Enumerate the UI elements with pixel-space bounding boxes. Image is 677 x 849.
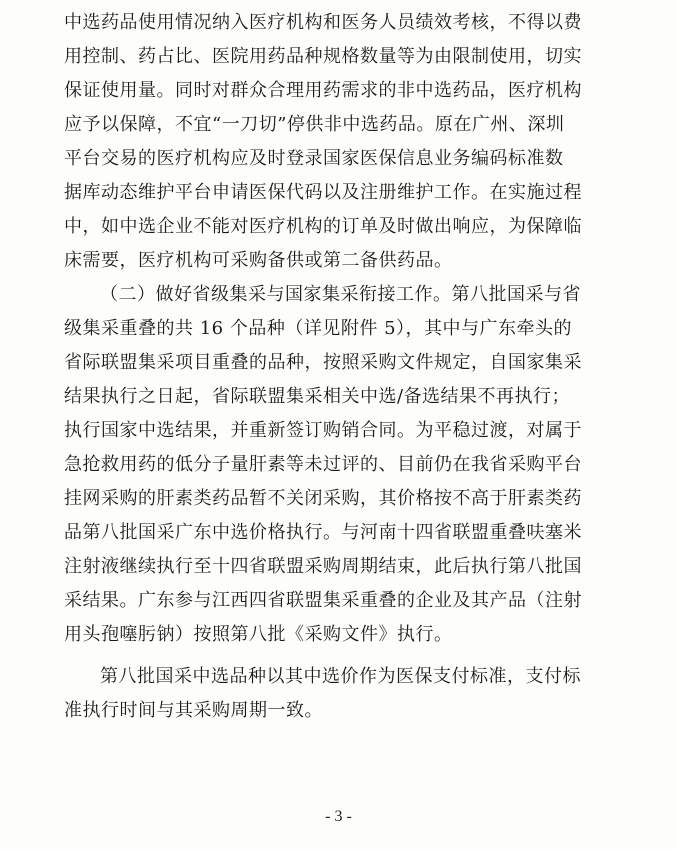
text-line: 级集采重叠的共 16 个品种（详见附件 5），其中与广东牵头的: [64, 318, 573, 339]
text-line: 据库动态维护平台申请医保代码以及注册维护工作。在实施过程: [64, 182, 582, 203]
text-line: 第八批国采中选品种以其中选价作为医保支付标准，支付标: [100, 666, 581, 687]
body-text: [64, 6, 614, 728]
text-line: 急抢救用药的低分子量肝素等未过评的、目前仍在我省采购平台: [64, 454, 582, 475]
text-line: 平台交易的医疗机构应及时登录国家医保信息业务编码标准数: [64, 148, 564, 169]
paragraph-2: [64, 278, 614, 652]
text-line: 省际联盟集采项目重叠的品种，按照采购文件规定，自国家集采: [64, 352, 582, 373]
text-line: 执行国家中选结果，并重新签订购销合同。为平稳过渡，对属于: [64, 420, 582, 441]
text-line: 注射液继续执行至十四省联盟采购周期结束，此后执行第八批国: [64, 556, 582, 577]
text-line: 准执行时间与其采购周期一致。: [64, 700, 323, 721]
text-line: 保证使用量。同时对群众合理用药需求的非中选药品，医疗机构: [64, 80, 582, 101]
page-number: - 3 -: [325, 808, 352, 825]
text-line: 中，如中选企业不能对医疗机构的订单及时做出响应，为保障临: [64, 216, 582, 237]
paragraph-1: [64, 6, 614, 278]
text-line: 应予以保障，不宜“一刀切”停供非中选药品。原在广州、深圳: [64, 114, 565, 135]
text-line: 用控制、药占比、医院用药品种规格数量等为由限制使用，切实: [64, 46, 582, 67]
text-line: 中选药品使用情况纳入医疗机构和医务人员绩效考核，不得以费: [64, 12, 582, 33]
text-line: 用头孢噻肟钠）按照第八批《采购文件》执行。: [64, 624, 453, 645]
section-heading-line: （二）做好省级集采与国家集采衔接工作。第八批国采与省: [100, 284, 581, 305]
text-line: 采结果。广东参与江西四省联盟集采重叠的企业及其产品（注射: [64, 590, 582, 611]
text-line: 结果执行之日起，省际联盟集采相关中选/备选结果不再执行；: [64, 386, 571, 407]
text-line: 品第八批国采广东中选价格执行。与河南十四省联盟重叠呋塞米: [64, 522, 582, 543]
paragraph-3: [64, 660, 614, 728]
text-line: 挂网采购的肝素类药品暂不关闭采购，其价格按不高于肝素类药: [64, 488, 582, 509]
text-line: 床需要，医疗机构可采购备供或第二备供药品。: [64, 250, 453, 271]
